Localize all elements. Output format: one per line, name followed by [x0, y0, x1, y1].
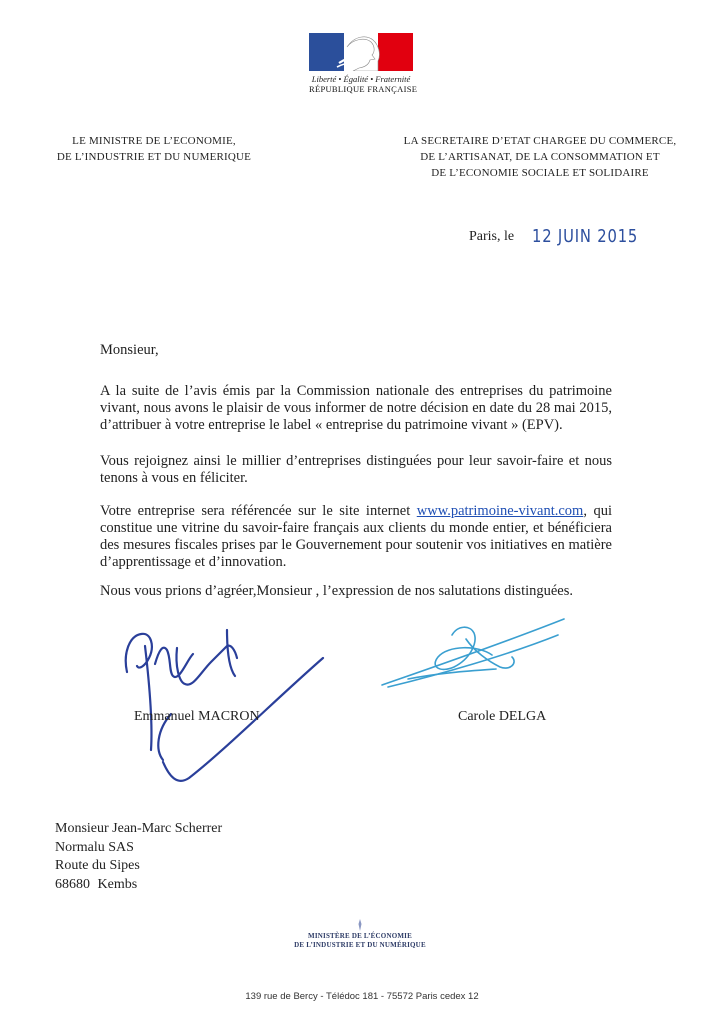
paragraph-decision: A la suite de l’avis émis par la Commission nationale des entreprises du patrimoine vivant, nous avons le plaisir de vous informer de notre décision en date du 28 mai 2015, d’attribuer à votre entreprise le label « entreprise du patrimoine vivant » (EPV).: [100, 383, 612, 433]
recipient-name: Monsieur Jean-Marc Scherrer: [55, 821, 223, 836]
footer-address: 139 rue de Bercy - Télédoc 181 - 75572 Paris cedex 12: [245, 991, 479, 1002]
secretary-header-line: DE L’ECONOMIE SOCIALE ET SOLIDAIRE: [431, 167, 649, 179]
macron-signature: [115, 610, 345, 795]
minister-header-line: LE MINISTRE DE L’ECONOMIE,: [72, 135, 236, 147]
minister-header-left: [40, 133, 268, 165]
paragraph-text: , qui constitue une vitrine du savoir-faire français aux clients du monde entier, et bénéficiera des mesures fiscales prises par le Gouvernement pour soutenir vos initiatives en matière d’apprentissage et d’innovation.: [100, 503, 612, 570]
footer-ministry-line: DE L’INDUSTRIE ET DU NUMÉRIQUE: [294, 940, 426, 949]
secretary-header-line: DE L’ARTISANAT, DE LA CONSOMMATION ET: [420, 151, 660, 163]
patrimoine-vivant-link[interactable]: www.patrimoine-vivant.com: [416, 503, 584, 519]
closing-formula: Nous vous prions d’agréer,Monsieur , l’expression de nos salutations distinguées.: [100, 583, 574, 599]
secretary-header-right: [390, 133, 690, 181]
republique-francaise-logo: [309, 33, 418, 94]
secretary-header-line: LA SECRETAIRE D’ETAT CHARGEE DU COMMERCE,: [403, 135, 677, 147]
signatory-name-delga: Carole DELGA: [458, 709, 547, 724]
minister-header-line: DE L’INDUSTRIE ET DU NUMERIQUE: [56, 151, 252, 163]
republique-francaise-label: RÉPUBLIQUE FRANÇAISE: [309, 84, 418, 94]
signatory-name-macron: Emmanuel MACRON: [134, 709, 260, 724]
date-stamp: 12 JUIN 2015: [531, 226, 638, 247]
recipient-address: [55, 820, 222, 894]
footer-ministry-line: MINISTÈRE DE L’ÉCONOMIE: [308, 932, 412, 940]
date-prefix: Paris, le: [469, 229, 515, 244]
paragraph-referencing: [100, 503, 612, 571]
marianne-flag-icon: [309, 33, 413, 71]
ministry-footer-logo: [290, 918, 430, 949]
recipient-street: Route du Sipes: [55, 858, 140, 873]
delga-signature: [378, 615, 568, 695]
salutation: Monsieur,: [100, 342, 159, 358]
ministry-emblem-icon: [353, 918, 367, 932]
recipient-city: 68680 Kembs: [55, 876, 138, 892]
republic-motto: Liberté • Égalité • Fraternité: [311, 74, 411, 84]
recipient-company: Normalu SAS: [55, 839, 134, 855]
letter-date: [469, 226, 661, 247]
paragraph-text: Votre entreprise sera référencée sur le site internet: [100, 503, 417, 519]
paragraph-congratulations: Vous rejoignez ainsi le millier d’entreprises distinguées pour leur savoir-faire et nous tenons à vous en féliciter.: [100, 453, 612, 486]
